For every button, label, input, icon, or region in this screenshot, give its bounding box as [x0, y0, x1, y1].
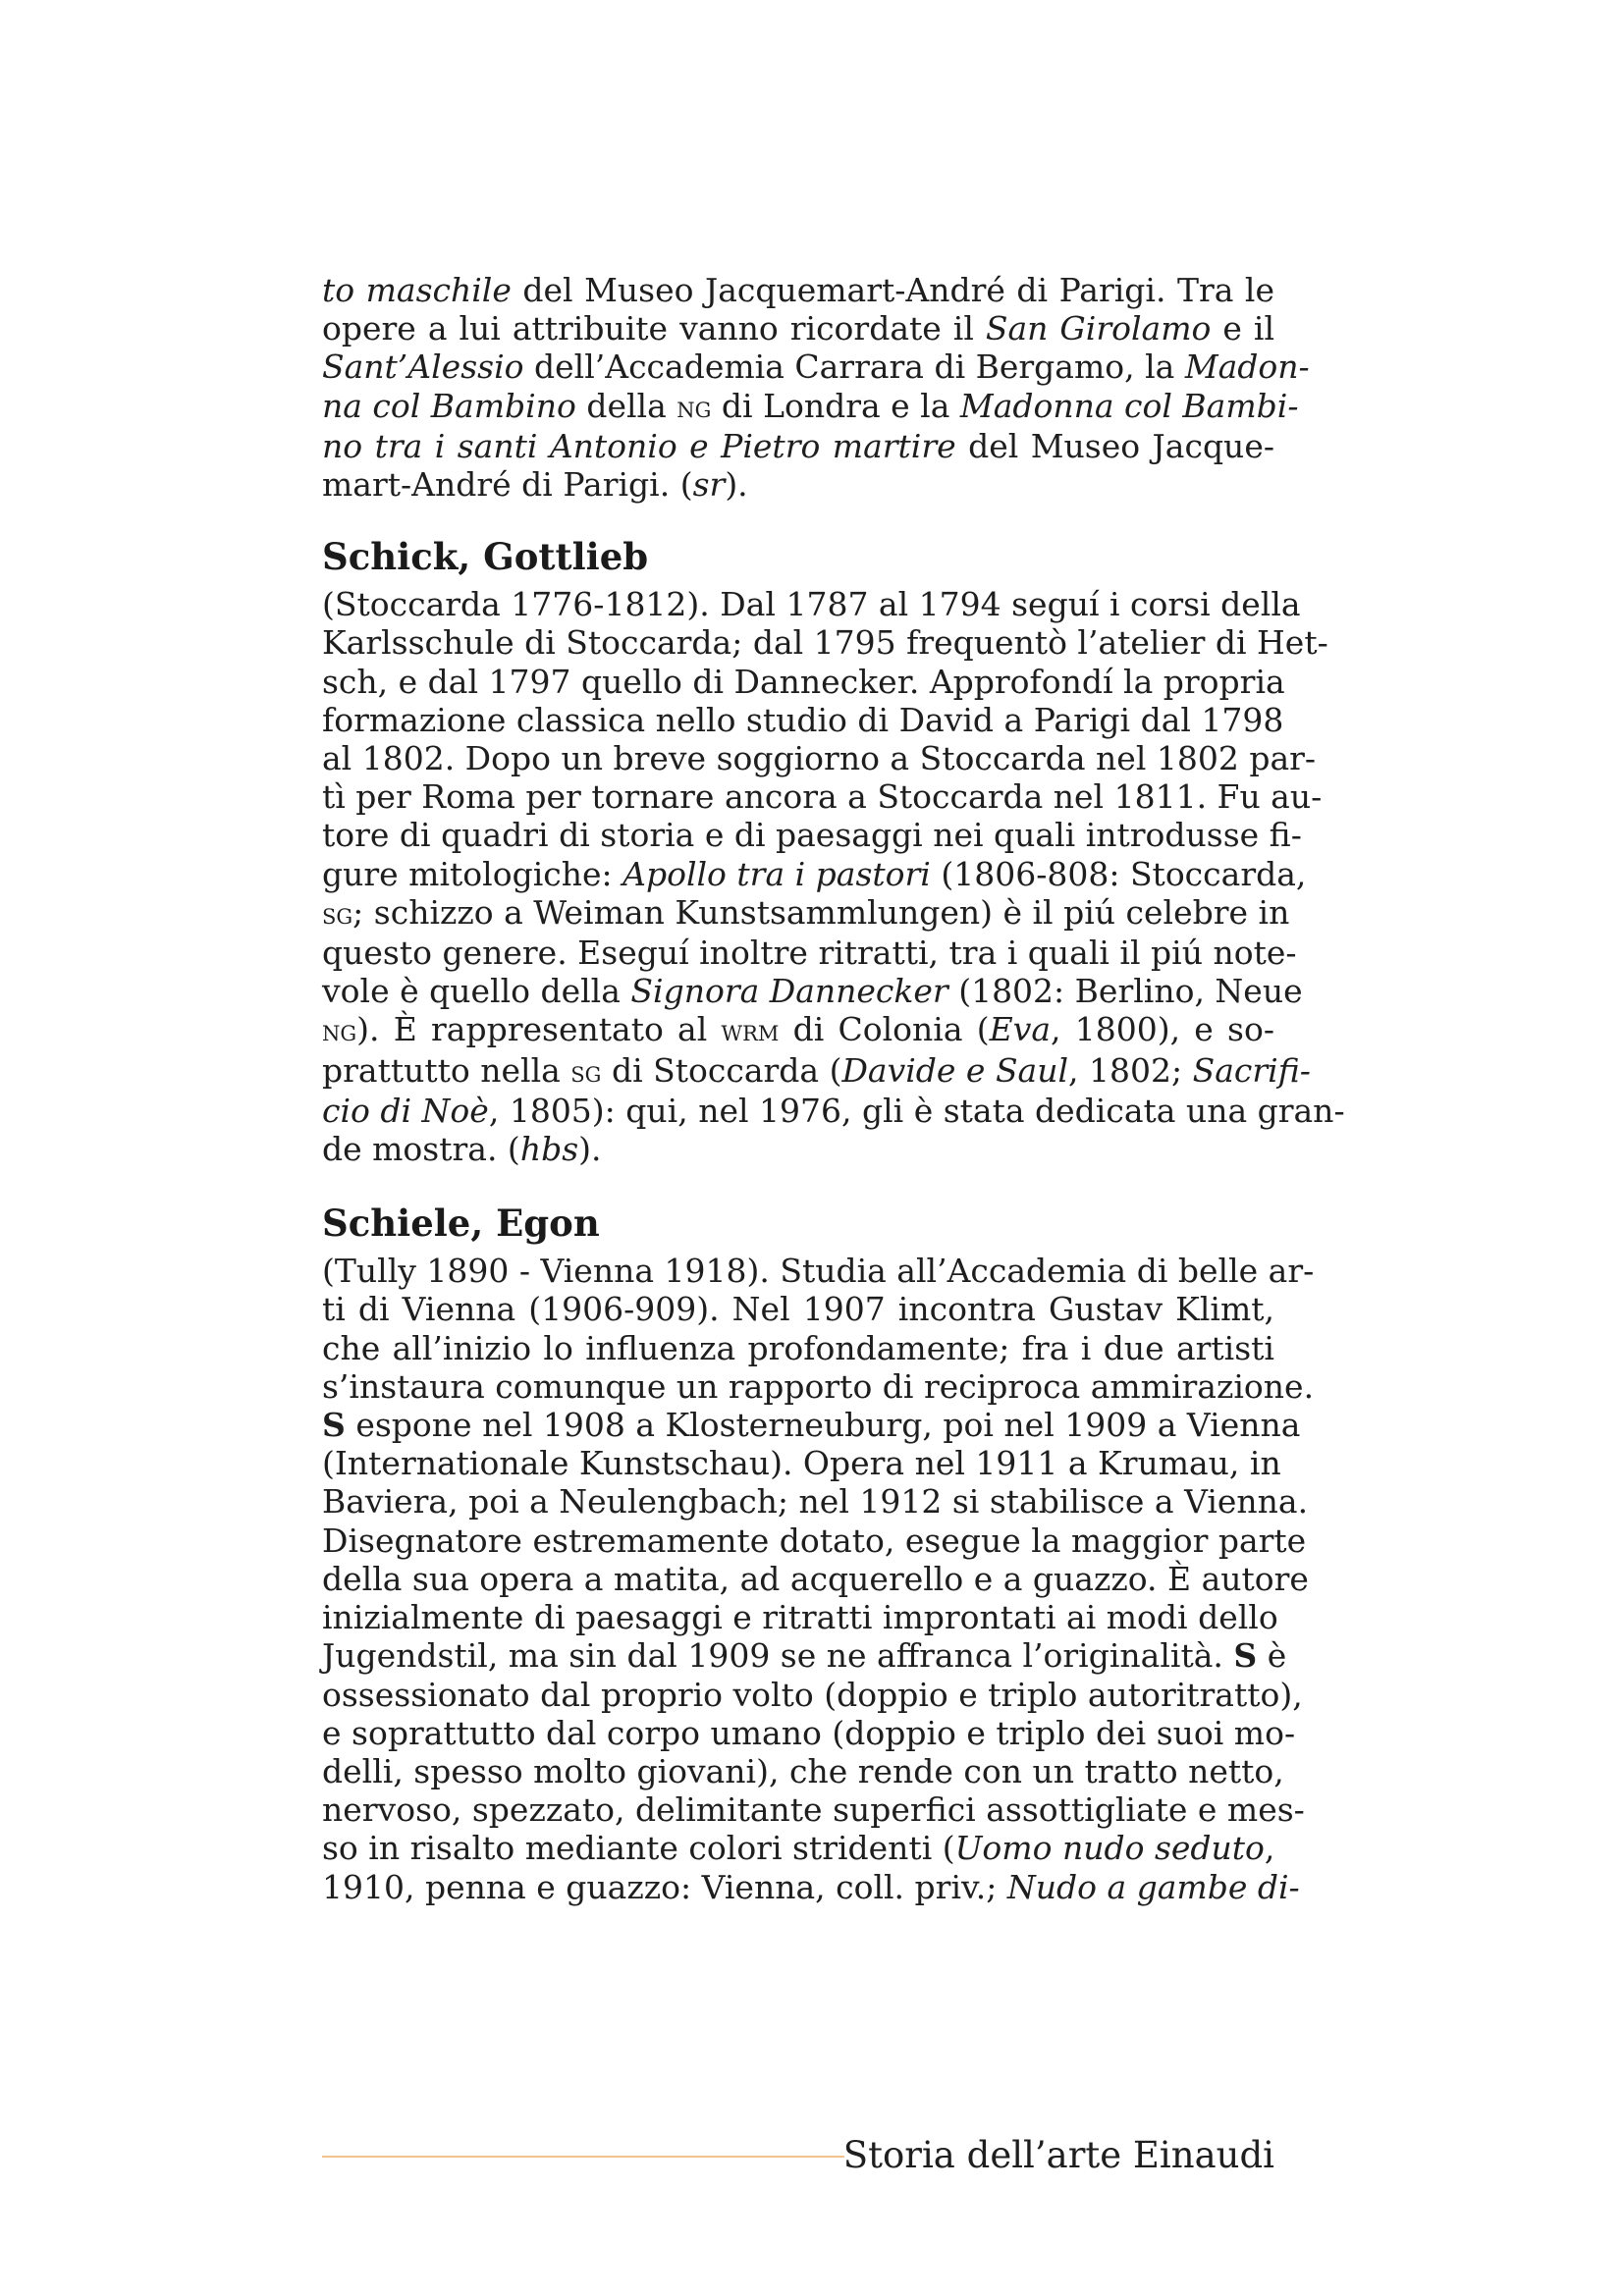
text-line: Sant’Alessio dell’Accademia Carrara di Bergamo, la Madon- [322, 347, 1310, 387]
text-line: gure mitologiche: Apollo tra i pastori (1806-808: Stoccarda, [322, 854, 1307, 893]
text-line: sg; schizzo a Weiman Kunstsammlungen) è il piú celebre in [322, 892, 1290, 932]
text-line: 1910, penna e guazzo: Vienna, coll. priv.; Nudo a gambe di- [322, 1867, 1300, 1906]
text-line: delli, spesso molto giovani), che rende con un tratto netto, [322, 1751, 1284, 1790]
text-line: Jugendstil, ma sin dal 1909 se ne affranca l’originalità. S è [322, 1636, 1287, 1676]
text-line: (Internationale Kunstschau). Opera nel 1911 a Krumau, in [322, 1444, 1281, 1483]
footer-rule [322, 2156, 844, 2158]
text-line: al 1802. Dopo un breve soggiorno a Stoccarda nel 1802 par- [322, 739, 1317, 778]
text-line: nervoso, spezzato, delimitante superfici assottigliate e mes- [322, 1790, 1305, 1830]
text-line: s’instaura comunque un rapporto di reciproca ammirazione. [322, 1366, 1315, 1406]
text-line: no tra i santi Antonio e Pietro martire del Museo Jacque- [322, 426, 1274, 465]
text-line: sch, e dal 1797 quello di Dannecker. Approfondí la propria [322, 662, 1285, 701]
text-line: tore di quadri di storia e di paesaggi nei quali introdusse fi- [322, 816, 1302, 855]
text-line: (Stoccarda 1776-1812). Dal 1787 al 1794 seguí i corsi della [322, 585, 1301, 624]
text-line: della sua opera a matita, ad acquerello e a guazzo. È autore [322, 1559, 1309, 1598]
text-line: questo genere. Eseguí inoltre ritratti, tra i quali il piú note- [322, 934, 1297, 973]
text-line: opere a lui attribuite vanno ricordate il San Girolamo e il [322, 309, 1274, 348]
text-line: prattutto nella sg di Stoccarda (Davide e Saul, 1802; Sacrifi- [322, 1050, 1311, 1090]
text-line: na col Bambino della ng di Londra e la Madonna col Bambi- [322, 386, 1299, 425]
continuation-paragraph [322, 271, 1310, 505]
entry-body-schick [322, 585, 1345, 1169]
text-line: so in risalto mediante colori stridenti (Uomo nudo seduto, [322, 1829, 1275, 1868]
text-line: tì per Roma per tornare ancora a Stoccarda nel 1811. Fu au- [322, 777, 1323, 817]
entry-heading-schick: Schick, Gottlieb [322, 535, 649, 579]
entry-body-schiele [322, 1252, 1315, 1906]
text-line: e soprattutto dal corpo umano (doppio e triplo dei suoi mo- [322, 1713, 1296, 1752]
text-line: S espone nel 1908 a Klosterneuburg, poi nel 1909 a Vienna [322, 1406, 1301, 1445]
text-line: ti di Vienna (1906-909). Nel 1907 incontra Gustav Klimt, [322, 1290, 1274, 1329]
text-line: Baviera, poi a Neulengbach; nel 1912 si stabilisce a Vienna. [322, 1482, 1309, 1522]
text-line: (Tully 1890 - Vienna 1918). Studia all’Accademia di belle ar- [322, 1252, 1315, 1291]
page-body [322, 271, 1345, 1906]
text-line: che all’inizio lo influenza profondamente; fra i due artisti [322, 1328, 1274, 1367]
entry-heading-schiele: Schiele, Egon [322, 1201, 600, 1246]
text-line: cio di Noè, 1805): qui, nel 1976, gli è stata dedicata una gran- [322, 1091, 1345, 1130]
text-line: Disegnatore estremamente dotato, esegue la maggior parte [322, 1521, 1307, 1560]
text-line: Karlsschule di Stoccarda; dal 1795 frequentò l’atelier di Het- [322, 623, 1328, 663]
footer-title: Storia dell’arte Einaudi [842, 2134, 1274, 2176]
text-line: to maschile del Museo Jacquemart-André di Parigi. Tra le [322, 271, 1274, 309]
text-line: inizialmente di paesaggi e ritratti improntati ai modi dello [322, 1598, 1278, 1637]
text-line: ossessionato dal proprio volto (doppio e triplo autoritratto), [322, 1675, 1303, 1714]
text-line: vole è quello della Signora Dannecker (1802: Berlino, Neue [322, 972, 1303, 1011]
text-line: mart-André di Parigi. (sr). [322, 465, 748, 505]
text-line: de mostra. (hbs). [322, 1130, 602, 1169]
text-line: ng). È rappresentato al wrm di Colonia (Eva, 1800), e so- [322, 1010, 1274, 1049]
text-line: formazione classica nello studio di David a Parigi dal 1798 [322, 700, 1284, 739]
